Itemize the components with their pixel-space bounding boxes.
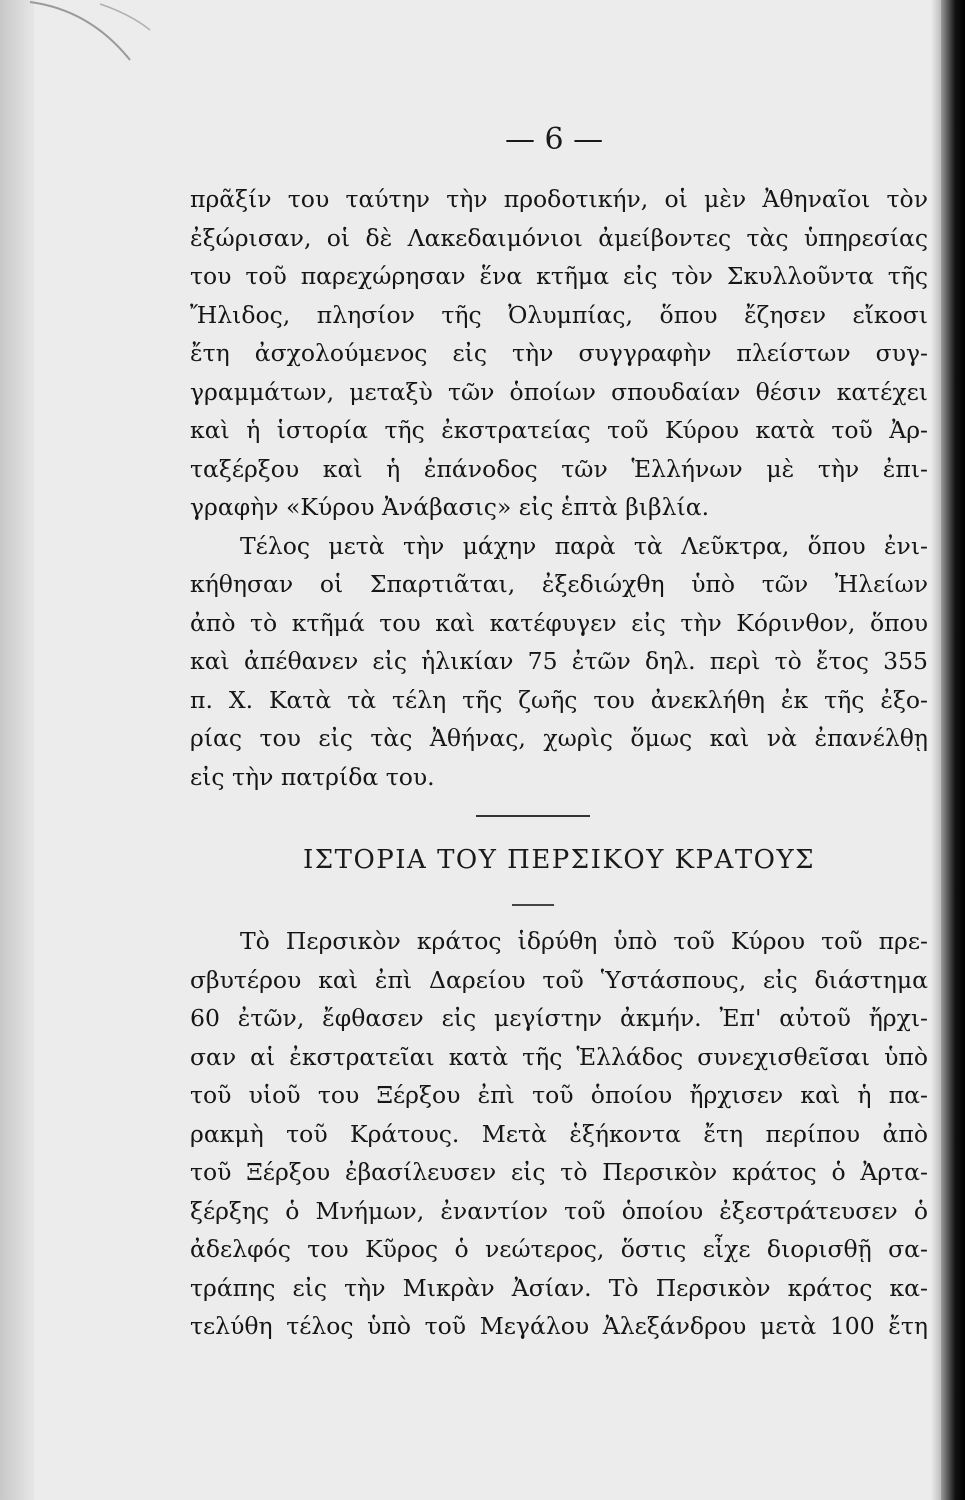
text-line: του τοῦ παρεχώρησαν ἕνα κτῆμα εἰς τὸν Σκυλλοῦντα τῆς [190, 262, 928, 290]
text-line: Τὸ Περσικὸν κράτος ἱδρύθη ὑπὸ τοῦ Κύρου τοῦ πρε- [240, 927, 928, 955]
text-line: Ἤλιδος, πλησίον τῆς Ὀλυμπίας, ὅπου ἔζησεν εἴκοσι [190, 300, 928, 329]
body-text-block-1 [190, 180, 928, 796]
text-line: ἐξώρισαν, οἱ δὲ Λακεδαιμόνιοι ἀμείβοντες τὰς ὑπηρεσίας [190, 223, 928, 252]
page-number: — 6 — [505, 122, 604, 157]
text-line: εἰς τὴν πατρίδα του. [190, 762, 435, 791]
text-line: τελύθη τέλος ὑπὸ τοῦ Μεγάλου Ἀλεξάνδρου μετὰ 100 ἔτη [190, 1312, 928, 1340]
text-line: τράπης εἰς τὴν Μικρὰν Ἀσίαν. Τὸ Περσικὸν κράτος κα- [190, 1273, 928, 1302]
page-right-shade [931, 0, 941, 1500]
scan-dark-edge [941, 0, 965, 1500]
text-line: Τέλος μετὰ τὴν μάχην παρὰ τὰ Λεῦκτρα, ὅπου ἐνι- [240, 531, 928, 560]
text-line: ξέρξης ὁ Μνήμων, ἐναντίον τοῦ ὁποίου ἐξεστράτευσεν ὁ [190, 1196, 928, 1225]
text-line: καὶ ἀπέθανεν εἰς ἡλικίαν 75 ἐτῶν δηλ. περὶ τὸ ἔτος 355 [190, 647, 928, 675]
text-line: σαν αἱ ἐκστρατεῖαι κατὰ τῆς Ἑλλάδος συνεχισθεῖσαι ὑπὸ [190, 1042, 928, 1071]
text-line: κήθησαν οἱ Σπαρτιᾶται, ἐξεδιώχθη ὑπὸ τῶν Ἠλείων [190, 570, 928, 598]
text-line: γραφὴν «Κύρου Ἀνάβασις» εἰς ἑπτὰ βιβλία. [190, 493, 710, 521]
section-heading: ΙΣΤΟΡΙΑ ΤΟΥ ΠΕΡΣΙΚΟΥ ΚΡΑΤΟΥΣ [302, 845, 816, 875]
text-line: 60 ἐτῶν, ἔφθασεν εἰς μεγίστην ἀκμήν. Ἐπ' αὐτοῦ ἤρχι- [190, 1004, 928, 1032]
text-line: π. Χ. Κατὰ τὰ τέλη τῆς ζωῆς του ἀνεκλήθη ἐκ τῆς ἐξο- [190, 685, 928, 714]
section-divider-bottom [512, 904, 554, 906]
text-line: σβυτέρου καὶ ἐπὶ Δαρείου τοῦ Ὑστάσπους, εἰς διάστημα [190, 965, 928, 994]
text-line: ἔτη ἀσχολούμενος εἰς τὴν συγγραφὴν πλείστων συγ- [190, 339, 928, 367]
text-line: τοῦ υἱοῦ του Ξέρξου ἐπὶ τοῦ ὁποίου ἤρχισεν καὶ ἡ πα- [190, 1081, 928, 1109]
text-line: καὶ ἡ ἱστορία τῆς ἐκστρατείας τοῦ Κύρου κατὰ τοῦ Ἀρ- [190, 416, 928, 444]
page-corner-curve [20, 0, 160, 80]
text-line: γραμμάτων, μεταξὺ τῶν ὁποίων σπουδαίαν θέσιν κατέχει [190, 377, 928, 406]
text-line: τοῦ Ξέρξου ἐβασίλευσεν εἰς τὸ Περσικὸν κράτος ὁ Ἀρτα- [190, 1158, 928, 1186]
body-text-block-2 [190, 922, 928, 1346]
text-line: ἀδελφός του Κῦρος ὁ νεώτερος, ὅστις εἶχε διορισθῇ σα- [190, 1235, 928, 1263]
text-line: ἀπὸ τὸ κτῆμά του καὶ κατέφυγεν εἰς τὴν Κόρινθον, ὅπου [190, 608, 928, 637]
text-line: ρίας του εἰς τὰς Ἀθήνας, χωρὶς ὅμως καὶ νὰ ἐπανέλθῃ [190, 724, 928, 752]
page-gutter-shadow [0, 0, 34, 1500]
text-line: πρᾶξίν του ταύτην τὴν προδοτικήν, οἱ μὲν Ἀθηναῖοι τὸν [190, 185, 928, 213]
text-line: ταξέρξου καὶ ἡ ἐπάνοδος τῶν Ἑλλήνων μὲ τὴν ἐπι- [190, 454, 928, 483]
section-divider-top [476, 815, 590, 817]
text-line: ρακμὴ τοῦ Κράτους. Μετὰ ἑξήκοντα ἔτη περίπου ἀπὸ [190, 1119, 928, 1148]
